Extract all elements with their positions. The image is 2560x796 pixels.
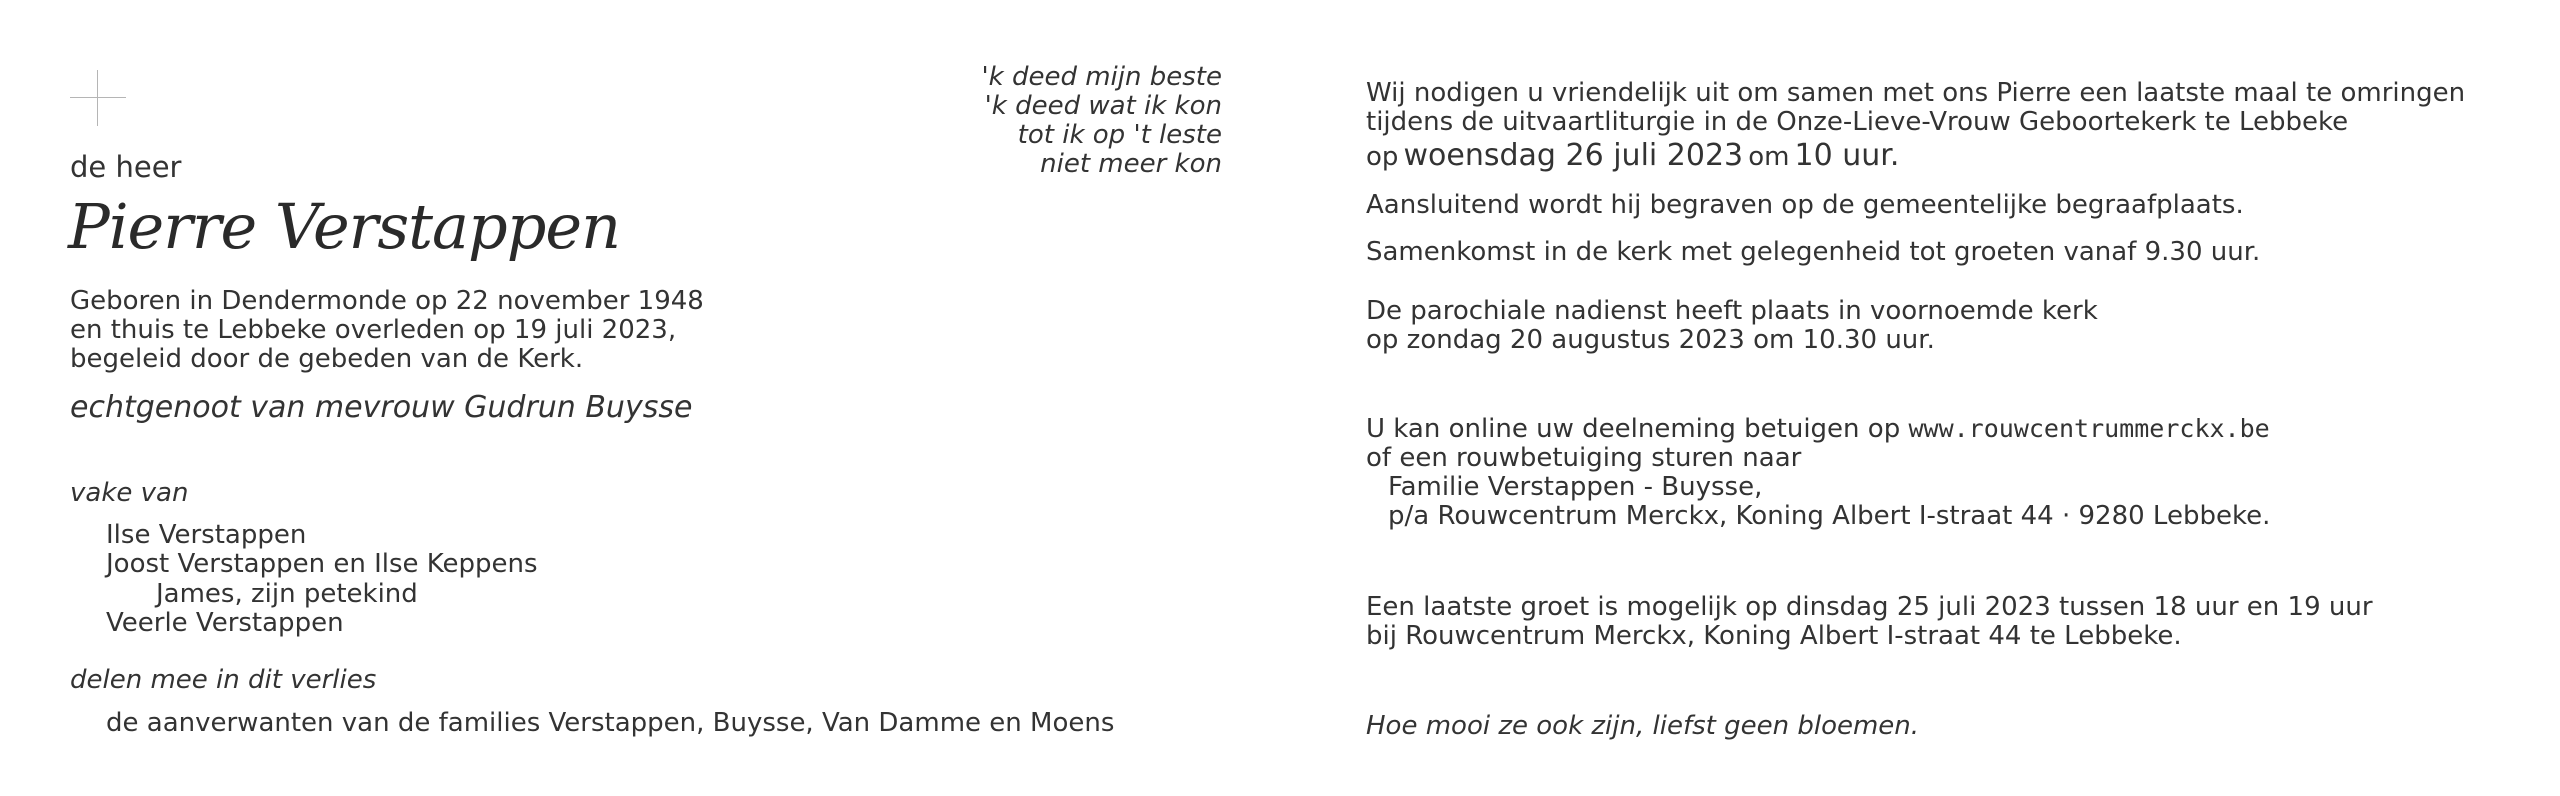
greeting-line: bij Rouwcentrum Merckx, Koning Albert I-straat 44 te Lebbeke. — [1366, 621, 2182, 651]
list-item: Veerle Verstappen — [106, 608, 344, 638]
service-date: woensdag 26 juli 2023 — [1403, 138, 1744, 173]
online-line — [1366, 414, 2270, 444]
condolence-line: p/a Rouwcentrum Merckx, Koning Albert I-straat 44 · 9280 Lebbeke. — [1388, 501, 2271, 531]
after-service-line: op zondag 20 augustus 2023 om 10.30 uur. — [1366, 325, 1935, 355]
service-date-line — [1366, 138, 1899, 178]
date-mid: om — [1748, 142, 1790, 172]
relatives-line: de aanverwanten van de families Verstappen, Buysse, Van Damme en Moens — [106, 708, 1115, 738]
poem-line: 'k deed wat ik kon — [984, 91, 1222, 121]
list-item: Joost Verstappen en Ilse Keppens — [106, 549, 538, 579]
list-item: James, zijn petekind — [156, 579, 418, 609]
gathering-line: Samenkomst in de kerk met gelegenheid tot groeten vanaf 9.30 uur. — [1366, 237, 2261, 267]
cross-icon — [70, 70, 126, 126]
service-time: 10 uur. — [1794, 138, 1900, 173]
burial-line: Aansluitend wordt hij begraven op de gemeentelijke begraafplaats. — [1366, 190, 2244, 220]
deceased-name: Pierre Verstappen — [68, 190, 621, 263]
birth-line: begeleid door de gebeden van de Kerk. — [70, 344, 584, 374]
birth-line: Geboren in Dendermonde op 22 november 1948 — [70, 286, 704, 316]
invitation-line: tijdens de uitvaartliturgie in de Onze-Lieve-Vrouw Geboortekerk te Lebbeke — [1366, 107, 2349, 137]
flowers-note: Hoe mooi ze ook zijn, liefst geen bloemen. — [1366, 711, 1920, 741]
date-prefix: op — [1366, 142, 1399, 172]
poem-line: niet meer kon — [1040, 149, 1222, 179]
spouse-line: echtgenoot van mevrouw Gudrun Buysse — [70, 390, 693, 425]
greeting-line: Een laatste groet is mogelijk op dinsdag 25 juli 2023 tussen 18 uur en 19 uur — [1366, 592, 2373, 622]
online-prefix: U kan online uw deelneming betuigen op — [1366, 414, 1901, 444]
invitation-line: Wij nodigen u vriendelijk uit om samen met ons Pierre een laatste maal te omringen — [1366, 78, 2466, 108]
poem-line: tot ik op 't leste — [1017, 120, 1222, 150]
birth-line: en thuis te Lebbeke overleden op 19 juli 2023, — [70, 315, 677, 345]
list-item: Ilse Verstappen — [106, 520, 307, 550]
title-prefix: de heer — [70, 150, 182, 184]
father-heading: vake van — [70, 478, 189, 508]
website-link[interactable]: www.rouwcentrummerckx.be — [1908, 414, 2270, 443]
poem-line: 'k deed mijn beste — [981, 62, 1222, 92]
share-heading: delen mee in dit verlies — [70, 665, 377, 695]
poem — [982, 63, 1223, 179]
after-service-line: De parochiale nadienst heeft plaats in voornoemde kerk — [1366, 296, 2098, 326]
condolence-line: of een rouwbetuiging sturen naar — [1366, 443, 1802, 473]
condolence-line: Familie Verstappen - Buysse, — [1388, 472, 1763, 502]
